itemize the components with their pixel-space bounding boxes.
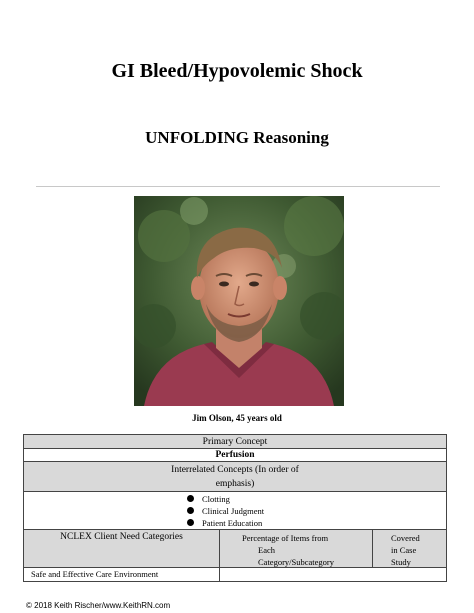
patient-photo <box>134 196 344 406</box>
category-cell: Safe and Effective Care Environment <box>24 568 220 581</box>
bullet-icon <box>187 519 194 526</box>
primary-concept-header: Primary Concept <box>24 435 446 449</box>
document-subtitle: UNFOLDING Reasoning <box>145 128 329 147</box>
covered-header: Covered in Case Study <box>391 533 420 567</box>
interrelated-header-line2: emphasis) <box>215 479 255 489</box>
copyright-footer: © 2018 Keith Rischer/www.KeithRN.com <box>26 601 171 610</box>
nclex-categories-header: NCLEX Client Need Categories <box>24 530 220 567</box>
percentage-header: Percentage of Items from Each Category/Subcategory <box>220 530 373 567</box>
list-item: Clotting <box>187 493 230 505</box>
nclex-header-row <box>24 530 446 568</box>
concept-table <box>23 434 447 582</box>
list-item: Clinical Judgment <box>187 505 264 517</box>
interrelated-concepts-list <box>24 492 446 530</box>
table-row <box>24 568 446 581</box>
interrelated-concepts-header <box>24 462 446 492</box>
bullet-icon <box>187 507 194 514</box>
interrelated-header-line1: Interrelated Concepts (In order of <box>171 465 299 475</box>
bullet-icon <box>187 495 194 502</box>
horizontal-divider <box>36 186 440 187</box>
primary-concept-value: Perfusion <box>24 449 446 462</box>
list-item: Patient Education <box>187 517 262 529</box>
photo-caption: Jim Olson, 45 years old <box>192 413 282 423</box>
document-title: GI Bleed/Hypovolemic Shock <box>111 60 363 82</box>
empty-cell <box>220 568 446 581</box>
